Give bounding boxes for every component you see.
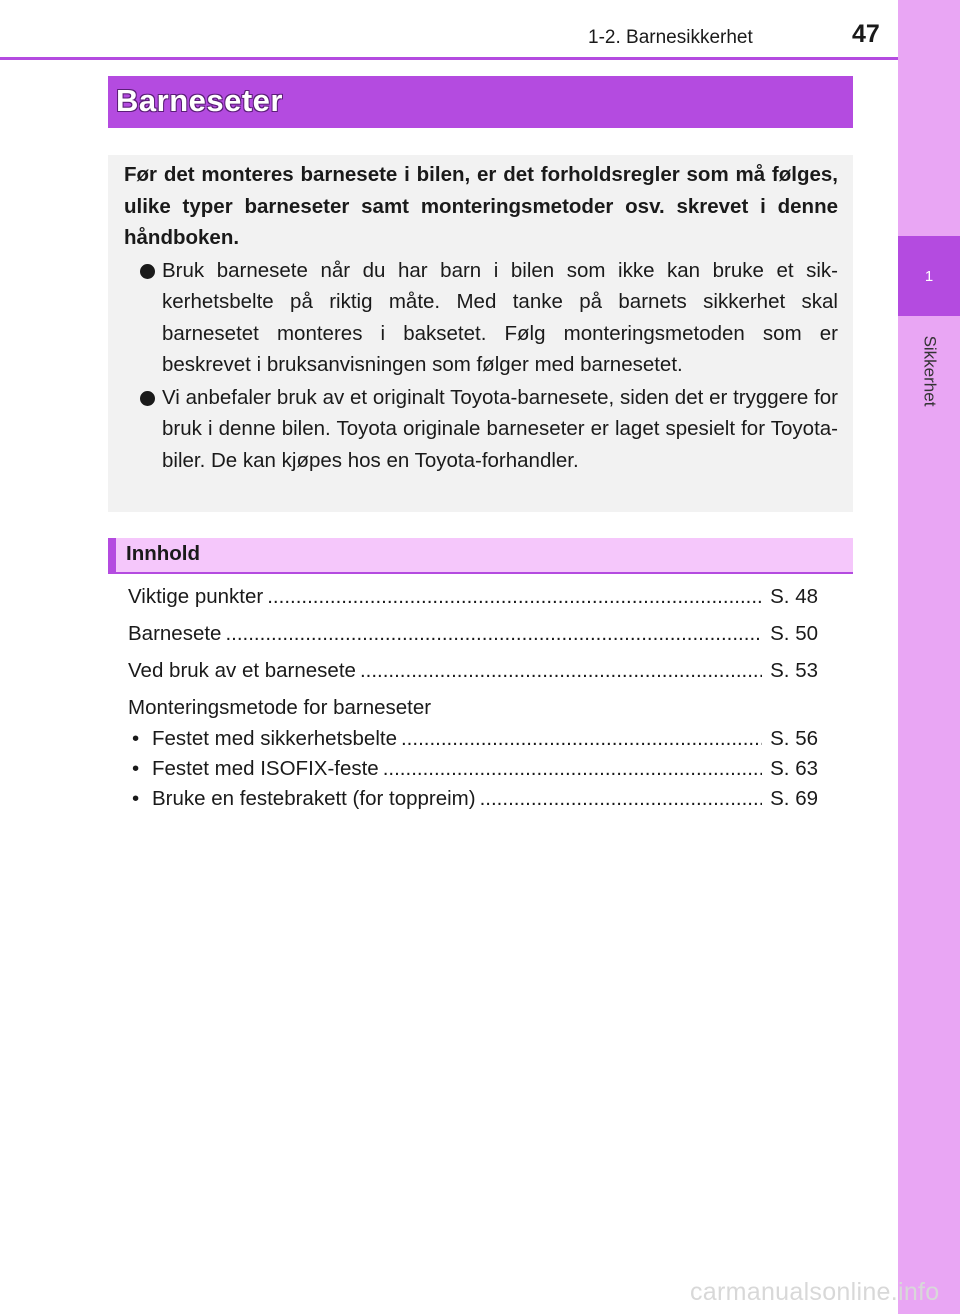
contents-heading-bar bbox=[108, 538, 853, 574]
bullet-icon: • bbox=[132, 787, 140, 810]
toc-entry-page: S. 53 bbox=[770, 659, 818, 682]
toc-leader-dots bbox=[383, 754, 762, 784]
toc-subentry[interactable] bbox=[128, 754, 818, 784]
intro-box bbox=[108, 155, 853, 512]
toc-entry[interactable] bbox=[128, 654, 818, 691]
chapter-tab-active[interactable] bbox=[898, 236, 960, 316]
bullet-dot-icon bbox=[140, 264, 155, 279]
toc-subentry-label: Festet med ISOFIX-feste bbox=[152, 757, 379, 780]
section-title: 1-2. Barnesikkerhet bbox=[588, 27, 753, 48]
bullet-icon: • bbox=[132, 727, 140, 750]
title-bar bbox=[108, 76, 853, 128]
toc-subentry-page: S. 56 bbox=[770, 727, 818, 750]
intro-bullet bbox=[124, 382, 838, 477]
chapter-label: Sikkerhet bbox=[920, 335, 939, 407]
bullet-dot-icon bbox=[140, 391, 155, 406]
toc-leader-dots bbox=[267, 580, 762, 613]
intro-bullet-text: Bruk barnesete når du har barn i bilen som ikke kan bruke et sikkerhetsbelte på riktig måte. Med tanke på barnets sikkerhet skal barnesetet monteres i baksetet. Følg monteringsmetoden som er beskrevet i bruksanvisningen som følger med barnesetet. bbox=[162, 258, 838, 376]
toc-leader-dots bbox=[480, 784, 763, 814]
page-title: Barneseter bbox=[116, 83, 283, 118]
toc-entry[interactable] bbox=[128, 580, 818, 617]
toc-group-title: Monteringsmetode for barneseter bbox=[128, 696, 432, 719]
toc-leader-dots bbox=[360, 654, 762, 687]
toc-entry-page: S. 48 bbox=[770, 585, 818, 608]
toc-subentry-label: Festet med sikkerhetsbelte bbox=[152, 727, 397, 750]
bullet-icon: • bbox=[132, 757, 140, 780]
page-number: 47 bbox=[852, 20, 880, 48]
contents-heading-accent bbox=[108, 538, 116, 574]
toc-leader-dots bbox=[401, 724, 762, 754]
toc-subentry-page: S. 69 bbox=[770, 787, 818, 810]
watermark: carmanualsonline.info bbox=[690, 1278, 940, 1306]
chapter-label-wrap bbox=[898, 316, 960, 426]
toc-entry-label: Ved bruk av et barnesete bbox=[128, 659, 356, 682]
header-divider bbox=[0, 57, 898, 60]
chapter-side-tab bbox=[898, 0, 960, 1314]
toc-entry-label: Barnesete bbox=[128, 622, 222, 645]
intro-bullet bbox=[124, 255, 838, 381]
table-of-contents bbox=[128, 580, 818, 814]
toc-entry[interactable] bbox=[128, 617, 818, 654]
intro-lead: Før det monteres barnesete i bilen, er det forholdsregler som må følges, ulike typer barneseter samt monteringsmetoder osv. skrevet i denne håndboken. bbox=[124, 163, 838, 249]
toc-subentry-label: Bruke en festebrakett (for toppreim) bbox=[152, 787, 476, 810]
toc-leader-dots bbox=[225, 617, 762, 650]
toc-subentry[interactable] bbox=[128, 784, 818, 814]
contents-heading: Innhold bbox=[126, 542, 201, 565]
toc-entry-label: Viktige punkter bbox=[128, 585, 264, 608]
toc-subentry[interactable] bbox=[128, 724, 818, 754]
toc-subentry-page: S. 63 bbox=[770, 757, 818, 780]
toc-entry-page: S. 50 bbox=[770, 622, 818, 645]
intro-bullet-text: Vi anbefaler bruk av et originalt Toyota-barnesete, siden det er tryggere for bruk i denne bilen. Toyota originale barneseter er laget spesielt for Toyota-biler. De kan kjøpes hos en Toyota-forhandler. bbox=[162, 385, 838, 472]
chapter-number: 1 bbox=[924, 267, 934, 285]
